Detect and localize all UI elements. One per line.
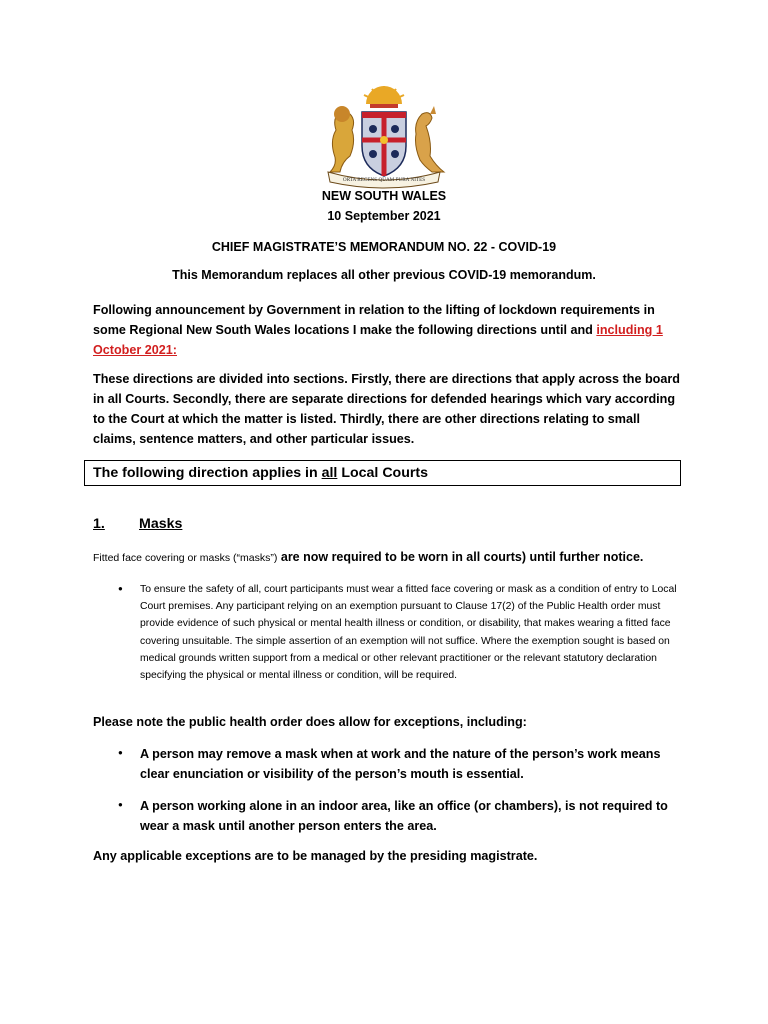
replaces-note: This Memorandum replaces all other previous COVID-19 memorandum. xyxy=(172,268,596,282)
exceptions-intro: Please note the public health order does allow for exceptions, including: xyxy=(93,715,527,729)
shield-icon xyxy=(362,112,406,176)
section-title: Masks xyxy=(139,516,183,532)
state-heading: NEW SOUTH WALES xyxy=(321,189,447,203)
rising-sun-icon xyxy=(364,86,404,108)
direction-box-heading: The following direction applies in all Local Courts xyxy=(84,460,681,486)
bullet-icon: ● xyxy=(118,800,123,809)
closing-paragraph: Any applicable exceptions are to be managed by the presiding magistrate. xyxy=(93,849,538,863)
svg-text:ORTA RECENS QUAM PURA NITES: ORTA RECENS QUAM PURA NITES xyxy=(342,177,426,183)
nsw-coat-of-arms xyxy=(318,84,450,190)
memo-title: CHIEF MAGISTRATE’S MEMORANDUM NO. 22 - COVID-19 xyxy=(211,240,557,254)
mask-requirement: Fitted face covering or masks (“masks”) are now required to be worn in all courts) until further notice. xyxy=(93,550,644,564)
kangaroo-supporter-icon xyxy=(416,106,445,172)
bullet-icon: ● xyxy=(118,748,123,757)
section-heading xyxy=(93,516,182,532)
bullet-icon: ● xyxy=(118,584,123,593)
mask-condition-paragraph: To ensure the safety of all, court participants must wear a fitted face covering or mask as a condition of entry to Local Court premises. Any participant relying on an exemption pursuant to Clause 17(2) of the Public Health order must provide evidence of such physical or mental health illness or condition, or disability, that makes wearing a fitted face covering unsuitable. The simple assertion of an exemption will not suffice. Where the exemption sought is based on medical grounds written support from a medical or other relevant practitioner or the relevant statutory declaration specifying the physical or mental illness or condition, will be required. xyxy=(140,584,677,682)
lion-supporter-icon xyxy=(330,106,354,172)
deadline-highlight: including 1 October 2021: xyxy=(93,323,663,357)
exception-item: A person working alone in an indoor area, like an office (or chambers), is not required to wear a mask until another person enters the area. xyxy=(140,799,668,833)
intro-paragraph: Following announcement by Government in relation to the lifting of lockdown requirements in some Regional New South Wales locations I make the following directions until and including 1 October 2021: xyxy=(93,303,663,357)
memo-date: 10 September 2021 xyxy=(327,209,441,223)
exception-item: A person may remove a mask when at work and the nature of the person’s work means clear enunciation or visibility of the person’s mouth is essential. xyxy=(140,747,661,781)
sections-paragraph: These directions are divided into sections. Firstly, there are directions that apply across the board in all Courts. Secondly, there are separate directions for defended hearings which vary according to the Court at which the matter is listed. Thirdly, there are other directions relating to small claims, sentence matters, and other particular issues. xyxy=(93,372,680,446)
section-number: 1. xyxy=(93,516,105,532)
